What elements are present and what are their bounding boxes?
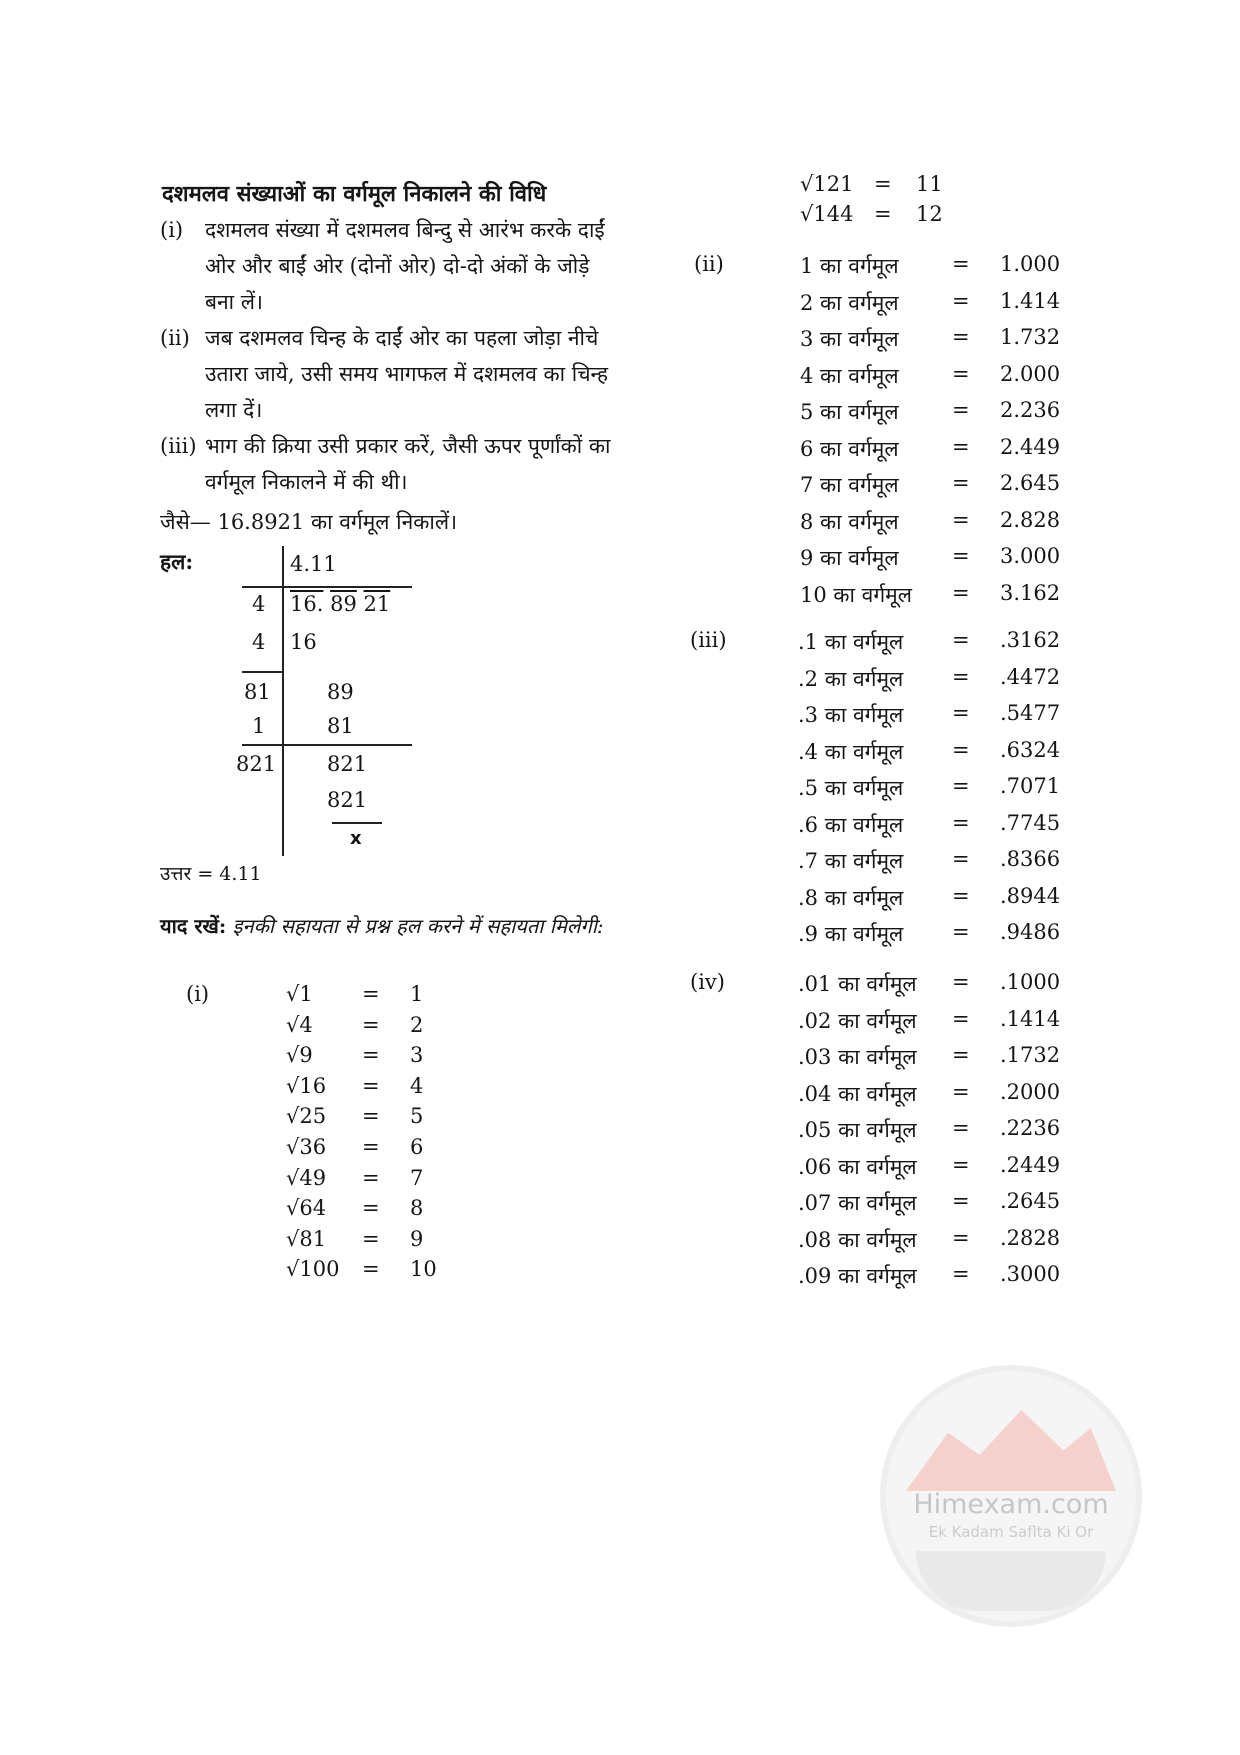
row-expression: 10 का वर्गमूल bbox=[800, 582, 912, 607]
subtrahend: 821 bbox=[327, 788, 368, 812]
watermark-base bbox=[916, 1551, 1106, 1611]
equals-sign: = bbox=[952, 361, 970, 386]
remember-text: इनकी सहायता से प्रश्न हल करने में सहायता मिलेगी: bbox=[232, 914, 604, 938]
row-expression: .8 का वर्गमूल bbox=[798, 885, 904, 910]
row-expression: .06 का वर्गमूल bbox=[798, 1154, 917, 1179]
row-expression: .9 का वर्गमूल bbox=[798, 922, 904, 946]
division-line bbox=[242, 744, 412, 746]
equals-sign: = bbox=[362, 1257, 380, 1282]
equals-sign: = bbox=[952, 774, 970, 798]
equals-sign: = bbox=[952, 737, 970, 762]
row-value: .5477 bbox=[1000, 701, 1061, 725]
equals-sign: = bbox=[952, 810, 970, 835]
row-expression: .05 का वर्गमूल bbox=[798, 1118, 917, 1142]
row-value: .2828 bbox=[1000, 1225, 1061, 1250]
step-text: भाग की क्रिया उसी प्रकार करें, जैसी ऊपर पूर्णांकों का वर्गमूल निकालने में की थी। bbox=[205, 434, 611, 494]
equals-sign: = bbox=[952, 434, 970, 459]
row-value: 11 bbox=[916, 172, 943, 196]
row-expression: .01 का वर्गमूल bbox=[798, 972, 917, 996]
step-number: (iii) bbox=[160, 434, 197, 458]
equals-sign: = bbox=[952, 1152, 970, 1177]
row-expression: 7 का वर्गमूल bbox=[800, 473, 899, 497]
row-value: .1414 bbox=[1000, 1006, 1061, 1031]
step-1 bbox=[160, 212, 620, 320]
row-value: 2.000 bbox=[1000, 361, 1061, 386]
row-value: .2236 bbox=[1000, 1116, 1061, 1140]
equals-sign: = bbox=[362, 1012, 380, 1037]
equals-sign: = bbox=[952, 1006, 970, 1031]
equals-sign: = bbox=[952, 1116, 970, 1140]
division-top-line bbox=[242, 586, 412, 588]
mountain-icon bbox=[906, 1401, 1116, 1491]
equals-sign: = bbox=[362, 1196, 380, 1221]
row-value: 3.162 bbox=[1000, 580, 1061, 605]
row-value: 1.000 bbox=[1000, 252, 1061, 276]
equals-sign: = bbox=[362, 1104, 380, 1129]
row-value: .7745 bbox=[1000, 810, 1061, 835]
equals-sign: = bbox=[362, 1226, 380, 1251]
equals-sign: = bbox=[952, 847, 970, 871]
row-expression: 9 का वर्गमूल bbox=[800, 546, 899, 570]
row-expression: .07 का वर्गमूल bbox=[798, 1191, 917, 1215]
step-number: (i) bbox=[160, 218, 184, 242]
row-value: .9486 bbox=[1000, 920, 1061, 944]
row-expression: √81 bbox=[286, 1226, 327, 1251]
row-expression: .08 का वर्गमूल bbox=[798, 1227, 917, 1252]
row-value: 2.449 bbox=[1000, 434, 1061, 459]
equals-sign: = bbox=[952, 288, 970, 313]
remainder-row: 821 bbox=[327, 752, 368, 776]
row-value: 3 bbox=[410, 1043, 424, 1068]
divisor: 821 bbox=[236, 752, 277, 776]
row-expression: 1 का वर्गमूल bbox=[800, 254, 899, 278]
row-expression: .7 का वर्गमूल bbox=[798, 849, 904, 873]
watermark-logo bbox=[880, 1365, 1142, 1627]
dividend: 16. 89 21 bbox=[290, 592, 391, 616]
equals-sign: = bbox=[362, 1135, 380, 1159]
section-ii-label: (ii) bbox=[694, 252, 724, 276]
divisor: 4 bbox=[252, 592, 266, 616]
row-value: .8944 bbox=[1000, 883, 1061, 908]
equals-sign: = bbox=[874, 202, 892, 226]
row-value: 1.414 bbox=[1000, 288, 1061, 313]
equals-sign: = bbox=[952, 883, 970, 908]
section-i-label: (i) bbox=[186, 982, 210, 1006]
row-expression: √1 bbox=[286, 982, 313, 1006]
row-value: 5 bbox=[410, 1104, 424, 1129]
equals-sign: = bbox=[952, 701, 970, 725]
equals-sign: = bbox=[362, 1073, 380, 1098]
equals-sign: = bbox=[952, 544, 970, 568]
step-3 bbox=[160, 428, 620, 500]
row-expression: 6 का वर्गमूल bbox=[800, 436, 899, 461]
row-value: .1000 bbox=[1000, 970, 1061, 994]
row-value: .6324 bbox=[1000, 737, 1061, 762]
divisor: 1 bbox=[252, 714, 266, 738]
equals-sign: = bbox=[952, 1189, 970, 1213]
step-text: जब दशमलव चिन्ह के दाईं ओर का पहला जोड़ा नीचे उतारा जाये, उसी समय भागफल में दशमलव का चिन्ह लगा दें। bbox=[205, 326, 608, 422]
division-vertical-line bbox=[282, 546, 284, 856]
row-value: .4472 bbox=[1000, 664, 1061, 689]
row-value: .2645 bbox=[1000, 1189, 1061, 1213]
section-iv-label: (iv) bbox=[690, 970, 725, 994]
row-expression: √36 bbox=[286, 1135, 327, 1159]
row-value: 12 bbox=[916, 202, 943, 226]
equals-sign: = bbox=[952, 628, 970, 652]
row-expression: √16 bbox=[286, 1073, 327, 1098]
quotient: 4.11 bbox=[290, 552, 337, 576]
equals-sign: = bbox=[952, 1262, 970, 1286]
solution-label: हल: bbox=[160, 549, 194, 574]
row-value: 1.732 bbox=[1000, 325, 1061, 349]
section-iii-label: (iii) bbox=[690, 628, 727, 652]
row-expression: .5 का वर्गमूल bbox=[798, 776, 904, 800]
equals-sign: = bbox=[362, 1043, 380, 1068]
equals-sign: = bbox=[362, 982, 380, 1006]
row-value: 2.236 bbox=[1000, 398, 1061, 422]
row-value: .7071 bbox=[1000, 774, 1061, 798]
equals-sign: = bbox=[952, 1043, 970, 1067]
equals-sign: = bbox=[952, 471, 970, 495]
row-expression: 2 का वर्गमूल bbox=[800, 290, 899, 315]
row-expression: 8 का वर्गमूल bbox=[800, 509, 899, 534]
step-number: (ii) bbox=[160, 326, 190, 350]
row-expression: √100 bbox=[286, 1257, 340, 1282]
equals-sign: = bbox=[362, 1165, 380, 1190]
row-value: 1 bbox=[410, 982, 424, 1006]
row-value: .1732 bbox=[1000, 1043, 1061, 1067]
row-expression: .1 का वर्गमूल bbox=[798, 630, 904, 654]
row-value: .8366 bbox=[1000, 847, 1061, 871]
equals-sign: = bbox=[952, 970, 970, 994]
row-value: 8 bbox=[410, 1196, 424, 1221]
equals-sign: = bbox=[952, 664, 970, 689]
equals-sign: = bbox=[952, 920, 970, 944]
row-value: 4 bbox=[410, 1073, 424, 1098]
step-text: दशमलव संख्या में दशमलव बिन्दु से आरंभ करके दाईं ओर और बाईं ओर (दोनों ओर) दो-दो अंकों के जोड़े बना लें। bbox=[205, 218, 605, 314]
equals-sign: = bbox=[952, 325, 970, 349]
equals-sign: = bbox=[952, 252, 970, 276]
section-heading: दशमलव संख्याओं का वर्गमूल निकालने की विधि bbox=[162, 181, 547, 207]
subtrahend: 81 bbox=[327, 714, 354, 738]
step-2 bbox=[160, 320, 620, 428]
watermark-tagline: Ek Kadam Saflta Ki Or bbox=[928, 1523, 1094, 1541]
row-expression: √9 bbox=[286, 1043, 313, 1068]
division-line bbox=[242, 671, 284, 673]
row-expression: .02 का वर्गमूल bbox=[798, 1008, 917, 1033]
row-value: 9 bbox=[410, 1226, 424, 1251]
row-expression: 5 का वर्गमूल bbox=[800, 400, 899, 424]
watermark-site: Himexam.com bbox=[913, 1489, 1109, 1520]
row-expression: .3 का वर्गमूल bbox=[798, 703, 904, 727]
row-expression: √121 bbox=[800, 172, 854, 196]
equals-sign: = bbox=[952, 1079, 970, 1104]
row-value: .2000 bbox=[1000, 1079, 1061, 1104]
row-expression: 3 का वर्गमूल bbox=[800, 327, 899, 351]
row-expression: √4 bbox=[286, 1012, 313, 1037]
divisor: 4 bbox=[252, 630, 266, 654]
row-value: 2.828 bbox=[1000, 507, 1061, 532]
equals-sign: = bbox=[952, 398, 970, 422]
row-value: 10 bbox=[410, 1257, 437, 1282]
row-expression: √144 bbox=[800, 202, 854, 226]
row-expression: .03 का वर्गमूल bbox=[798, 1045, 917, 1069]
division-line bbox=[332, 822, 382, 824]
row-expression: .09 का वर्गमूल bbox=[798, 1264, 917, 1288]
row-expression: .4 का वर्गमूल bbox=[798, 739, 904, 764]
equals-sign: = bbox=[874, 172, 892, 196]
remember-note bbox=[160, 908, 620, 944]
row-expression: √49 bbox=[286, 1165, 327, 1190]
row-value: .3000 bbox=[1000, 1262, 1061, 1286]
row-expression: 4 का वर्गमूल bbox=[800, 363, 899, 388]
row-value: 2.645 bbox=[1000, 471, 1061, 495]
row-value: .3162 bbox=[1000, 628, 1061, 652]
row-expression: .2 का वर्गमूल bbox=[798, 666, 904, 691]
divisor: 81 bbox=[244, 680, 271, 704]
row-value: 3.000 bbox=[1000, 544, 1061, 568]
answer: उत्तर = 4.11 bbox=[160, 863, 262, 885]
equals-sign: = bbox=[952, 1225, 970, 1250]
equals-sign: = bbox=[952, 580, 970, 605]
equals-sign: = bbox=[952, 507, 970, 532]
row-expression: √64 bbox=[286, 1196, 327, 1221]
example-text: जैसे— 16.8921 का वर्गमूल निकालें। bbox=[160, 510, 458, 534]
remember-label: याद रखें: bbox=[160, 914, 227, 938]
long-division bbox=[236, 546, 422, 866]
row-expression: .6 का वर्गमूल bbox=[798, 812, 904, 837]
row-value: 6 bbox=[410, 1135, 424, 1159]
remainder-row: 89 bbox=[327, 680, 354, 704]
row-value: 7 bbox=[410, 1165, 424, 1190]
row-value: 2 bbox=[410, 1012, 424, 1037]
remainder-mark: x bbox=[350, 828, 362, 849]
row-expression: √25 bbox=[286, 1104, 327, 1129]
row-value: .2449 bbox=[1000, 1152, 1061, 1177]
subtrahend: 16 bbox=[290, 630, 317, 654]
row-expression: .04 का वर्गमूल bbox=[798, 1081, 917, 1106]
